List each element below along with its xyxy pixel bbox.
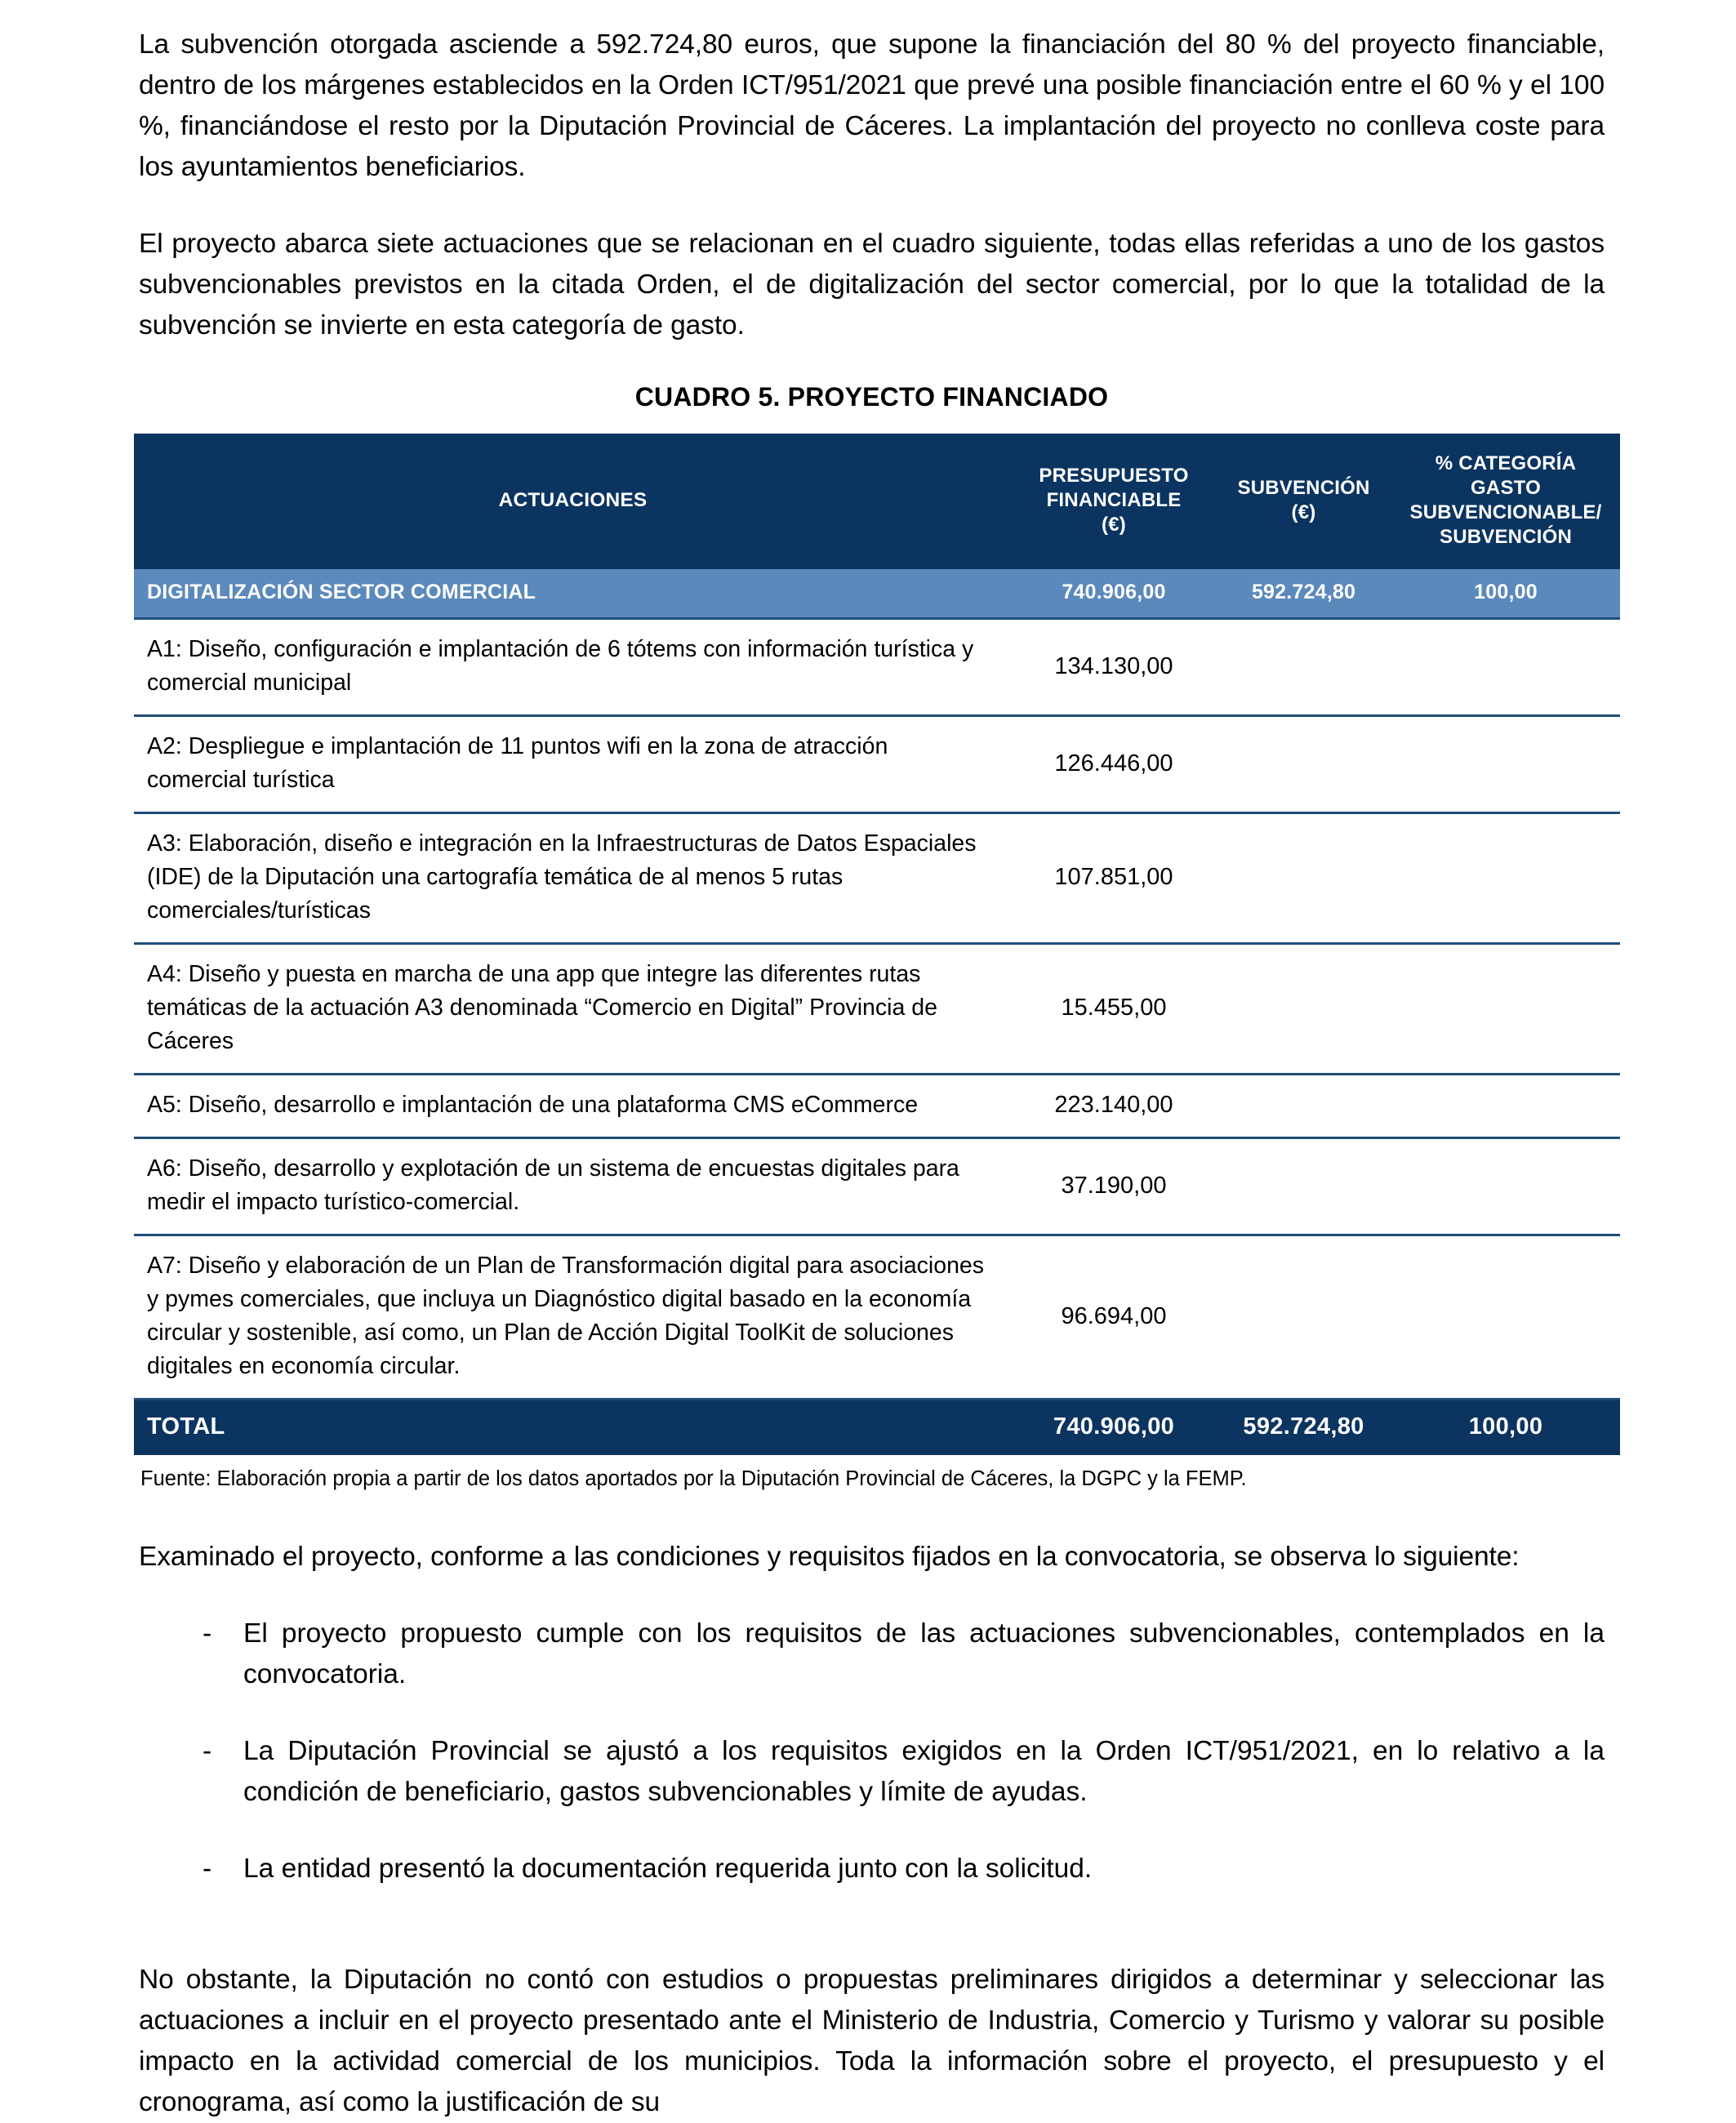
row-presupuesto: 126.446,00 — [1012, 716, 1216, 813]
row-presupuesto: 37.190,00 — [1012, 1138, 1216, 1235]
proyecto-financiado-table — [134, 434, 1620, 1455]
table-row — [134, 619, 1620, 716]
list-bullet-marker: - — [203, 1736, 212, 1766]
row-presupuesto: 96.694,00 — [1012, 1235, 1216, 1400]
row-description: A5: Diseño, desarrollo e implantación de una plataforma CMS eCommerce — [134, 1075, 1012, 1138]
table-wrapper — [134, 434, 1620, 1455]
table-source-note: Fuente: Elaboración propia a partir de los datos aportados por la Diputación Provincial de Cáceres, la DGPC y la FEMP. — [140, 1467, 1247, 1490]
row-subvencion — [1216, 813, 1391, 944]
table-header-row — [134, 434, 1620, 569]
column-header-subvencion-line1: SUBVENCIÓN — [1237, 477, 1370, 499]
row-subvencion — [1216, 1138, 1391, 1235]
row-subvencion — [1216, 944, 1391, 1075]
list-item — [139, 1849, 1605, 1889]
row-description: A2: Despliegue e implantación de 11 puntos wifi en la zona de atracción comercial turística — [134, 716, 1012, 813]
list-item — [139, 1613, 1605, 1695]
observations-list — [139, 1613, 1605, 1889]
category-subvencion: 592.724,80 — [1216, 569, 1391, 619]
row-pct — [1391, 813, 1620, 944]
total-subvencion: 592.724,80 — [1216, 1400, 1391, 1456]
table-row-category — [134, 569, 1620, 619]
row-description: A6: Diseño, desarrollo y explotación de un sistema de encuestas digitales para medir el impacto turístico-comercial. — [134, 1138, 1012, 1235]
paragraph-subvencion-otorgada: La subvención otorgada asciende a 592.724,80 euros, que supone la financiación del 80 % del proyecto financiable, dentro de los márgenes establecidos en la Orden ICT/951/2021 que prevé una posible financiación entre el 60 % y el 100 %, financiándose el resto por la Diputación Provincial de Cáceres. La implantación del proyecto no conlleva coste para los ayuntamientos beneficiarios. — [139, 29, 1605, 182]
table-caption: CUADRO 5. PROYECTO FINANCIADO — [634, 382, 1109, 412]
list-bullet-marker: - — [203, 1618, 212, 1649]
table-row-total — [134, 1400, 1620, 1456]
table-header — [134, 434, 1620, 569]
row-subvencion — [1216, 1235, 1391, 1400]
column-header-subvencion-line2: (€) — [1291, 501, 1316, 523]
column-header-pct-line4: SUBVENCIÓN — [1439, 526, 1573, 548]
paragraph-examinado-el-proyecto: Examinado el proyecto, conforme a las condiciones y requisitos fijados en la convocatoria, se observa lo siguiente: — [139, 1542, 1520, 1572]
table-row — [134, 1138, 1620, 1235]
list-item-text: La Diputación Provincial se ajustó a los requisitos exigidos en la Orden ICT/951/2021, en lo relativo a la condición de beneficiario, gastos subvencionables y límite de ayudas. — [243, 1736, 1605, 1807]
column-header-pct-categoria-gasto — [1391, 434, 1620, 569]
row-presupuesto: 15.455,00 — [1012, 944, 1216, 1075]
row-subvencion — [1216, 619, 1391, 716]
row-description: A3: Elaboración, diseño e integración en la Infraestructuras de Datos Espaciales (IDE) de la Diputación una cartografía temática de al menos 5 rutas comerciales/turísticas — [134, 813, 1012, 944]
column-header-presupuesto-line3: (€) — [1102, 514, 1126, 536]
row-presupuesto: 107.851,00 — [1012, 813, 1216, 944]
column-header-presupuesto-line1: PRESUPUESTO — [1039, 465, 1189, 487]
category-label: DIGITALIZACIÓN SECTOR COMERCIAL — [134, 569, 1012, 619]
list-bullet-marker: - — [203, 1854, 212, 1884]
table-row — [134, 716, 1620, 813]
row-description: A7: Diseño y elaboración de un Plan de Transformación digital para asociaciones y pymes comerciales, que incluya un Diagnóstico digital basado en la economía circular y sostenible, así como, un Plan de Acción Digital ToolKit de soluciones digitales en economía circular. — [134, 1235, 1012, 1400]
row-description: A1: Diseño, configuración e implantación de 6 tótems con información turística y comercial municipal — [134, 619, 1012, 716]
row-pct — [1391, 944, 1620, 1075]
list-item-text: La entidad presentó la documentación requerida junto con la solicitud. — [243, 1854, 1093, 1884]
column-header-pct-line3: SUBVENCIONABLE/ — [1409, 501, 1602, 523]
row-presupuesto: 134.130,00 — [1012, 619, 1216, 716]
table-row — [134, 1235, 1620, 1400]
list-item — [139, 1731, 1605, 1813]
total-label: TOTAL — [134, 1400, 1012, 1456]
table-row — [134, 944, 1620, 1075]
table-row — [134, 813, 1620, 944]
row-pct — [1391, 1138, 1620, 1235]
column-header-pct-line1: % CATEGORÍA — [1435, 452, 1577, 474]
row-pct — [1391, 1075, 1620, 1138]
row-presupuesto: 223.140,00 — [1012, 1075, 1216, 1138]
row-subvencion — [1216, 1075, 1391, 1138]
category-pct: 100,00 — [1391, 569, 1620, 619]
row-subvencion — [1216, 716, 1391, 813]
table-body — [134, 569, 1620, 1455]
list-item-text: El proyecto propuesto cumple con los requisitos de las actuaciones subvencionables, contemplados en la convocatoria. — [243, 1618, 1605, 1689]
page-content — [139, 24, 1605, 2123]
column-header-presupuesto-line2: FINANCIABLE — [1046, 489, 1182, 511]
row-pct — [1391, 619, 1620, 716]
column-header-pct-line2: GASTO — [1471, 477, 1541, 499]
column-header-presupuesto-financiable — [1012, 434, 1216, 569]
column-header-actuaciones: ACTUACIONES — [134, 434, 1012, 569]
table-row — [134, 1075, 1620, 1138]
total-presupuesto: 740.906,00 — [1012, 1400, 1216, 1456]
row-pct — [1391, 716, 1620, 813]
paragraph-no-obstante: No obstante, la Diputación no contó con estudios o propuestas preliminares dirigidos a determinar y seleccionar las actuaciones a incluir en el proyecto presentado ante el Ministerio de Industria, Comercio y Turismo y valorar su posible impacto en la actividad comercial de los municipios. Toda la información sobre el proyecto, el presupuesto y el cronograma, así como la justificación de su — [139, 1965, 1605, 2117]
category-presupuesto: 740.906,00 — [1012, 569, 1216, 619]
row-pct — [1391, 1235, 1620, 1400]
row-description: A4: Diseño y puesta en marcha de una app que integre las diferentes rutas temáticas de la actuación A3 denominada “Comercio en Digital” Provincia de Cáceres — [134, 944, 1012, 1075]
total-pct: 100,00 — [1391, 1400, 1620, 1456]
column-header-subvencion — [1216, 434, 1391, 569]
paragraph-siete-actuaciones: El proyecto abarca siete actuaciones que se relacionan en el cuadro siguiente, todas ellas referidas a uno de los gastos subvencionables previstos en la citada Orden, el de digitalización del sector comercial, por lo que la totalidad de la subvención se invierte en esta categoría de gasto. — [139, 229, 1605, 340]
